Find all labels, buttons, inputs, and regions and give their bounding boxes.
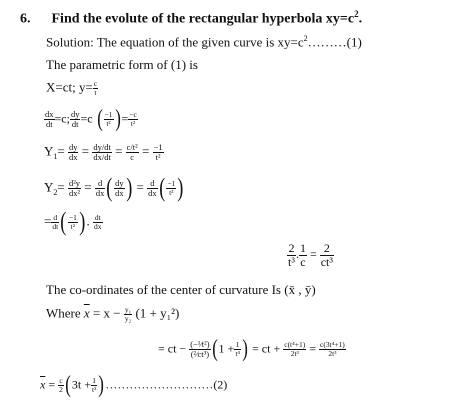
result-line (40, 372, 228, 398)
expansion-in-den: t⁴ (235, 349, 241, 359)
center-close: ) (311, 282, 316, 297)
product-f3n: 2 (320, 242, 334, 256)
dxdt-fraction (44, 110, 55, 129)
param-equation (46, 80, 98, 97)
y2-f3d: dx (115, 187, 124, 198)
product-eq: = (309, 246, 317, 261)
y1-f4d: t² (155, 151, 161, 162)
y2-f5d: t² (169, 187, 174, 197)
y2-f4d: dx (148, 187, 157, 198)
y2b-f2d: t² (70, 221, 76, 231)
result-eq: = (48, 377, 56, 392)
expansion-c1 (283, 341, 306, 358)
center-line (46, 283, 316, 296)
derivs-paren-num: −1 (104, 110, 113, 120)
y2-f3n: dy (115, 177, 124, 188)
solution-line (46, 35, 362, 48)
where-tail: (1 + y₁²) (135, 305, 180, 321)
derivs-paren-fraction (104, 111, 114, 128)
product-frac3 (320, 242, 334, 268)
right-paren: ) (114, 106, 121, 132)
y1-f2d: dx/dt (93, 151, 111, 162)
y2b-f1n: d (51, 214, 59, 223)
dxdt-num: dx (45, 109, 54, 120)
expansion-big-num: (−¹⁄t²) (190, 339, 210, 350)
center-text: The co-ordinates of the center of curvature Is ( (46, 282, 289, 297)
y2-frac2 (95, 179, 106, 198)
question-heading (20, 10, 362, 27)
product-line (287, 242, 334, 268)
product-frac1 (287, 242, 296, 268)
derivs-res-den: t² (130, 119, 136, 129)
y2b-frac1 (51, 214, 59, 231)
result-rparen: ) (98, 372, 105, 398)
where-xbar: $\overline{x}$ (83, 305, 90, 321)
result-xbar: $\overline{x}$ (40, 377, 46, 392)
expansion-big-den: (²⁄ct³) (190, 349, 210, 360)
param-num: c (93, 79, 98, 88)
y2-frac4 (147, 179, 158, 198)
y2-lparen1: ( (106, 173, 113, 202)
expansion-lead: = ct − (158, 341, 187, 356)
y2-f5n: −1 (167, 179, 176, 189)
y2-sub: 2 (53, 187, 58, 197)
y1-frac2 (92, 143, 111, 162)
y1-lhs: Y (44, 143, 54, 159)
product-dot: . (295, 246, 299, 261)
result-lparen: ( (65, 372, 71, 398)
expansion-c2n: c(3t⁴+1) (320, 340, 345, 350)
dydt-num: dy (70, 109, 80, 120)
y1-frac3 (126, 143, 139, 162)
y2b-frac2 (68, 214, 78, 231)
y2b-f1d: dt (52, 221, 59, 231)
expansion-line (158, 336, 346, 362)
product-f2n: 1 (299, 241, 306, 255)
expansion-eq: = (309, 341, 317, 356)
expansion-c2 (319, 341, 346, 358)
derivatives-line (44, 106, 138, 132)
y1-f4n: −1 (153, 142, 163, 152)
question-exponent: 2 (354, 9, 359, 19)
expansion-one-plus: 1 + (218, 341, 235, 356)
result-in-den: t³ (91, 385, 97, 395)
expansion-rparen: ) (242, 336, 248, 362)
param-fraction (93, 80, 98, 97)
y2-rparen1: ) (125, 173, 132, 202)
y2-line: $Y_2=$ $\frac{\text{d²y}}{\text{dx²}}$ = $\frac{d}{dx}$ ( $\frac{dy}{dx}$ ) = $\frac{d}{dx}$ ( $\frac{-1}{\text{t²}}$ ) (44, 173, 184, 202)
y2b-lparen: ( (60, 207, 67, 236)
where-fn: y₁ (124, 305, 132, 314)
y2b-f3d: dx (94, 221, 102, 231)
where-line (46, 306, 179, 323)
derivs-res-num: −c (129, 110, 137, 120)
derivs-eq3: = (121, 111, 129, 126)
y2-f4n: d (147, 179, 158, 189)
y2-frac3 (114, 179, 125, 198)
question-text: Find the evolute of the rectangular hyperbola xy=c (51, 11, 355, 27)
expansion-inner-frac (234, 341, 241, 358)
y2-f1d: dx² (68, 187, 81, 198)
product-frac2 (299, 242, 307, 268)
derivs-eq1: =c; (54, 111, 70, 126)
y1-frac4 (153, 143, 164, 162)
y2-lhs: Y (44, 179, 54, 195)
product-f1d: t³ (288, 254, 295, 269)
y1-f2n: dy/dt (93, 142, 111, 152)
y1-line: $Y_1=$ $\frac{dy}{dx}$ = $\frac{dy/dt}{dx/dt}$ = $\frac{\text{c/t²}}{c}$ = $\frac{-1}{\text{t²}}$ (44, 142, 163, 162)
y1-sub: 1 (53, 152, 58, 161)
y2-lparen2: ( (158, 173, 165, 202)
question-number: 6. (20, 11, 31, 27)
y1-f3n: c/t² (126, 142, 138, 152)
expansion-lparen: ( (211, 336, 218, 362)
dydt-fraction (70, 110, 81, 129)
result-fn: c (59, 376, 63, 386)
expansion-c1d: 2t³ (290, 349, 299, 359)
y2-f1n: d²y (68, 177, 81, 188)
y1-f3d: c (130, 151, 135, 162)
derivs-result-fraction (128, 111, 138, 128)
product-f1n: 2 (288, 241, 295, 255)
y2b-dot: . (86, 213, 90, 229)
product-f2d: c (300, 254, 306, 269)
question-end: . (358, 11, 363, 27)
param-den: t (94, 87, 97, 97)
expansion-c2d: 2t³ (328, 349, 337, 359)
y2-frac1 (68, 179, 81, 198)
y1-eq1: = (57, 143, 65, 159)
derivs-eq2: =c (80, 111, 93, 126)
dydt-den: dt (71, 119, 79, 130)
solution-dots: ………(1) (307, 34, 362, 50)
y2b-eq: = (44, 213, 52, 229)
where-fd: y₂ (124, 313, 132, 323)
result-inner-frac (91, 377, 97, 394)
y1-frac1 (68, 143, 79, 162)
product-f3d: ct³ (320, 254, 333, 269)
expansion-mid: = ct + (252, 341, 281, 356)
left-paren: ( (96, 106, 103, 132)
y1-f1n: dy (68, 142, 78, 152)
y1-f1d: dx (68, 151, 78, 162)
y2b-f3n: dt (94, 213, 101, 223)
solution-exponent: 2 (303, 34, 308, 43)
y2b-rparen: ) (79, 207, 86, 236)
dxdt-den: dt (45, 119, 53, 130)
y2-f2d: dx (95, 187, 105, 198)
result-dots: ………………………(2) (105, 377, 228, 392)
result-inner: 3t + (71, 377, 91, 392)
parametric-line: The parametric form of (1) is (46, 57, 198, 72)
y2-eq1: = (57, 179, 65, 195)
expansion-in-num: 1 (235, 340, 240, 350)
where-label: Where (46, 305, 81, 321)
param-left: X=ct; y= (46, 79, 93, 95)
result-frac (58, 377, 64, 394)
y2-frac5 (166, 180, 176, 197)
y2-rparen2: ) (177, 173, 184, 202)
center-vars: x̄ , ȳ (288, 282, 312, 297)
expansion-big-frac (189, 340, 210, 359)
y2-continuation (44, 207, 103, 236)
result-in-num: 1 (92, 376, 97, 386)
y2b-frac3 (93, 214, 103, 231)
where-frac (124, 306, 132, 323)
result-fd: 2 (59, 385, 63, 395)
where-eq: = x − (92, 305, 121, 321)
derivs-paren-den: t² (106, 119, 111, 129)
y2b-f2n: −1 (68, 213, 77, 223)
expansion-c1n: c(t⁴+1) (284, 340, 306, 350)
y2-f2n: d (95, 179, 106, 189)
solution-text: Solution: The equation of the given curve is xy=c (46, 34, 304, 50)
